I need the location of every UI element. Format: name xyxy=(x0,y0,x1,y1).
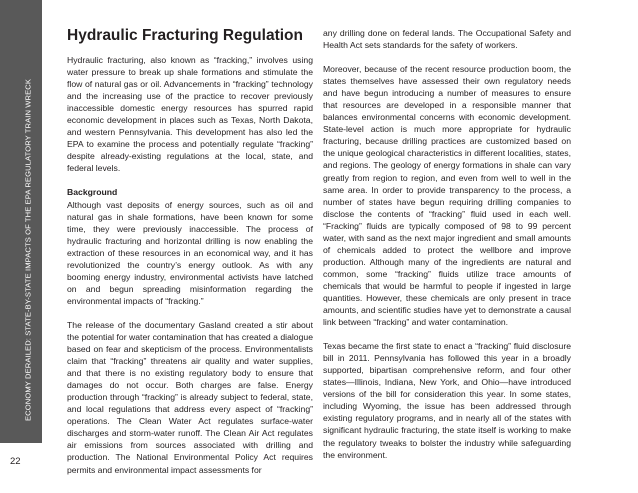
background-section xyxy=(67,186,313,306)
background-paragraph-2: The release of the documentary Gasland created a stir about the potential for water contamination that has created a dialogue based on fear and skepticism of the process. Environmentalists claim that “fracking” threatens air quality and water supplies, and that there is no existing regulatory body to ensure that damages do not occur. Both charges are false. Energy production through “fracking” is already subject to federal, state, and local regulations that address every aspect of “fracking” operations. The Clean Water Act regulates surface-water discharges and storm-water runoff. The Clean Air Act regulates air emissions from sources associated with drilling and production. The National Environmental Policy Act requires permits and environmental impact assessments for xyxy=(67,319,313,475)
right-paragraph-3: Texas became the first state to enact a “fracking” fluid disclosure bill in 2011. Pennsylvania has followed this year in a broadly supported, bipartisan comprehensive reform, and four other states—Illinois, Indiana, New York, and Ohio—have introduced versions of the bill for consideration this year. In some states, including Wyoming, the issue has been addressed through existing regulatory programs, and in nearly all of the states with significant hydraulic fracturing, the state itself is working to make the regulatory tweaks to bolster the industry while safeguarding the environment. xyxy=(323,341,571,460)
sidebar-band xyxy=(0,0,42,443)
right-column xyxy=(323,27,571,473)
article-title: Hydraulic Fracturing Regulation xyxy=(67,27,303,44)
right-paragraph-1: any drilling done on federal lands. The Occupational Safety and Health Act sets standards for the safety of workers. xyxy=(323,28,571,51)
background-paragraph-1: Although vast deposits of energy sources, such as oil and natural gas in shale formations, have been known for some time, they were previously inaccessible. The process of hydraulic fracturing and horizontal drilling is now enabling the extraction of these resources in an economical way, and it has revolutionized the country’s energy outlook. As with any booming energy industry, environmental activists have latched on and begun spreading misinformation regarding the environmental impacts of “fracking.” xyxy=(67,199,313,306)
left-column xyxy=(67,27,313,488)
background-heading: Background xyxy=(67,187,118,198)
running-head: ECONOMY DERAILED: STATE-BY-STATE IMPACTS OF THE EPA REGULATORY TRAIN WRECK xyxy=(23,78,33,422)
intro-paragraph: Hydraulic fracturing, also known as “fracking,” involves using water pressure to break up shale formations and stimulate the flow of natural gas or oil. Advancements in “fracking” technology and the increasing use of the practice to recover previously inaccessible domestic energy resources has spurred rapid economic development in places such as Texas, North Dakota, and western Pennsylvania. This development has also led the EPA to examine the process and potentially regulate “fracking” despite already-existing regulations at the local, state, and federal levels. xyxy=(67,55,313,174)
page-number: 22 xyxy=(10,456,21,467)
right-paragraph-2: Moreover, because of the recent resource production boom, the states themselves have assessed their own regulatory needs and have begun introducing a number of measures to ensure that resources are developed in a responsible manner that balances environmental concerns with economic development. State-level action is much more appropriate for hydraulic fracturing, because drilling practices are customized based on the unique geological characteristics in different localities, states, and regions. The geology of energy formations in shale can vary greatly from region to region, and even from well to well in the same area. In order to provide transparency to the process, a number of states have begun requiring drilling companies to disclose the contents of “fracking” fluid used in each well. “Fracking” fluids are typically composed of 98 to 99 percent water, with sand as the next major ingredient and small amounts of chemicals added to protect the wellbore and improve production. Although many of the ingredients are natural and common, some “fracking” fluids utilize trace amounts of chemicals that would be harmful to people if ingested in large quantities. However, these chemicals are only present in trace amounts, and scientific studies have yet to demonstrate a causal link between “fracking” and water contamination. xyxy=(323,64,571,328)
